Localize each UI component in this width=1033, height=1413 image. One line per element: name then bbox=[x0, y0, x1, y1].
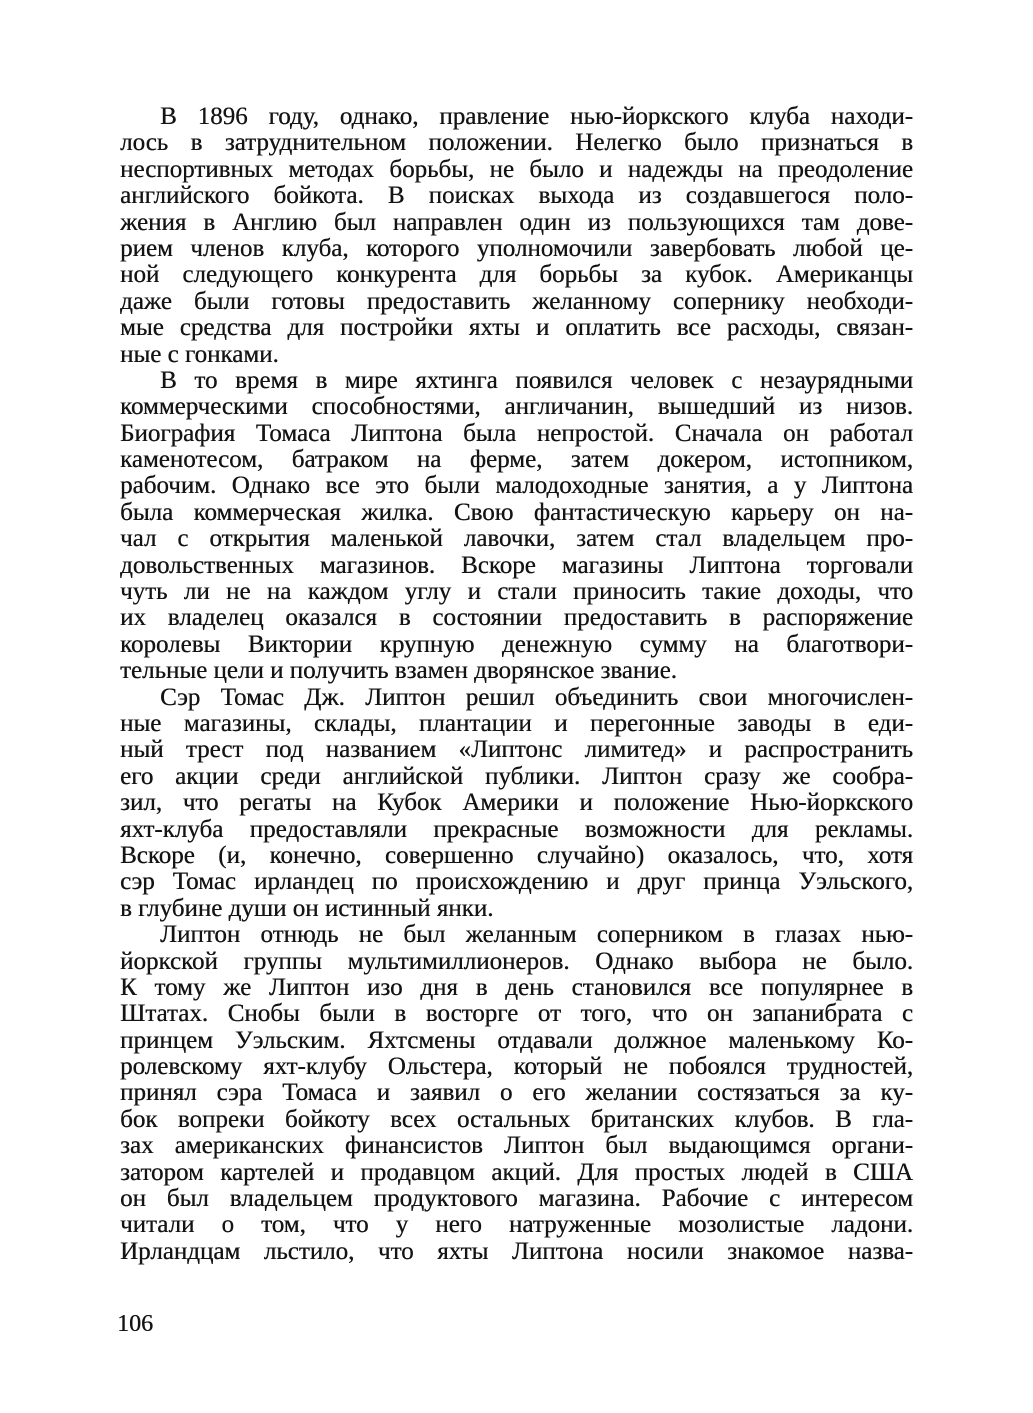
text-line: была коммерческая жилка. Свою фантастическую карьеру он на- bbox=[120, 498, 913, 526]
paragraph-3 bbox=[120, 685, 913, 923]
text-line: Штатах. Снобы были в восторге от того, что он запанибрата с bbox=[120, 1000, 913, 1028]
text-line: В то время в мире яхтинга появился человек с незаурядными bbox=[160, 366, 913, 394]
text-line: К тому же Липтон изо дня в день становился все популярнее в bbox=[120, 973, 913, 1001]
text-line: ный трест под названием «Липтонс лимитед» и распространить bbox=[120, 736, 913, 764]
text-line: принцем Уэльским. Яхтсмены отдавали должное маленькому Ко- bbox=[120, 1026, 913, 1054]
text-line: бок вопреки бойкоту всех остальных британских клубов. В гла- bbox=[120, 1105, 913, 1133]
text-line: В 1896 году, однако, правление нью-йоркского клуба находи- bbox=[160, 103, 913, 130]
text-line: йоркской группы мультимиллионеров. Однако выбора не было. bbox=[120, 947, 913, 975]
text-line: Липтон отнюдь не был желанным соперником в глазах нью- bbox=[160, 921, 913, 949]
paragraph-2 bbox=[120, 368, 913, 685]
text-line: довольственных магазинов. Вскоре магазины Липтона торговали bbox=[120, 551, 913, 579]
text-line: коммерческими способностями, англичанин, вышедший из низов. bbox=[120, 393, 913, 421]
text-line: даже были готовы предоставить желанному сопернику необходи- bbox=[120, 287, 913, 315]
text-line: в глубине души он истинный янки. bbox=[120, 894, 494, 922]
text-line: рием членов клуба, которого уполномочили завербовать любой це- bbox=[120, 234, 913, 262]
text-line: сэр Томас ирландец по происхождению и друг принца Уэльского, bbox=[120, 868, 913, 896]
paragraph-1 bbox=[120, 104, 913, 368]
text-line: принял сэра Томаса и заявил о его желании состязаться за ку- bbox=[120, 1079, 913, 1107]
body-text bbox=[120, 104, 913, 1265]
text-line: Ирландцам льстило, что яхты Липтона носили знакомое назва- bbox=[120, 1237, 913, 1265]
page-number: 106 bbox=[117, 1311, 153, 1337]
text-line: Вскоре (и, конечно, совершенно случайно) оказалось, что, хотя bbox=[120, 841, 913, 869]
text-line: Сэр Томас Дж. Липтон решил объединить свои многочислен- bbox=[160, 683, 913, 711]
text-line: его акции среди английской публики. Липтон сразу же сообра- bbox=[120, 762, 913, 790]
text-line: ные с гонками. bbox=[120, 340, 279, 368]
text-line: ролевскому яхт-клубу Ольстера, который не побоялся трудностей, bbox=[120, 1053, 913, 1081]
text-line: королевы Виктории крупную денежную сумму на благотвори- bbox=[120, 630, 913, 658]
text-line: ные магазины, склады, плантации и перегонные заводы в еди- bbox=[120, 709, 913, 737]
text-line: ной следующего конкурента для борьбы за кубок. Американцы bbox=[120, 261, 913, 289]
text-line: затором картелей и продавцом акций. Для простых людей в США bbox=[120, 1158, 913, 1186]
text-line: рабочим. Однако все это были малодоходные занятия, а у Липтона bbox=[120, 472, 913, 500]
text-line: он был владельцем продуктового магазина. Рабочие с интересом bbox=[120, 1185, 913, 1213]
text-line: неспортивных методах борьбы, не было и надежды на преодоление bbox=[120, 155, 913, 183]
text-line: тельные цели и получить взамен дворянское звание. bbox=[120, 657, 677, 685]
text-line: Биография Томаса Липтона была непростой. Сначала он работал bbox=[120, 419, 913, 447]
text-line: мые средства для постройки яхты и оплатить все расходы, связан- bbox=[120, 314, 913, 342]
text-line: жения в Англию был направлен один из пользующихся там дове- bbox=[120, 208, 913, 236]
text-line: каменотесом, батраком на ферме, затем докером, истопником, bbox=[120, 446, 913, 474]
paragraph-4 bbox=[120, 922, 913, 1265]
text-line: зах американских финансистов Липтон был выдающимся органи- bbox=[120, 1132, 913, 1160]
text-line: яхт-клуба предоставляли прекрасные возможности для рекламы. bbox=[120, 815, 913, 843]
text-line: их владелец оказался в состоянии предоставить в распоряжение bbox=[120, 604, 913, 632]
text-line: читали о том, что у него натруженные мозолистые ладони. bbox=[120, 1211, 913, 1239]
text-line: чуть ли не на каждом углу и стали приносить такие доходы, что bbox=[120, 578, 913, 606]
text-line: лось в затруднительном положении. Нелегко было признаться в bbox=[120, 129, 913, 157]
text-line: зил, что регаты на Кубок Америки и положение Нью-йоркского bbox=[120, 789, 913, 817]
text-line: английского бойкота. В поисках выхода из создавшегося поло- bbox=[120, 182, 913, 210]
text-line: чал с открытия маленькой лавочки, затем стал владельцем про- bbox=[120, 525, 913, 553]
